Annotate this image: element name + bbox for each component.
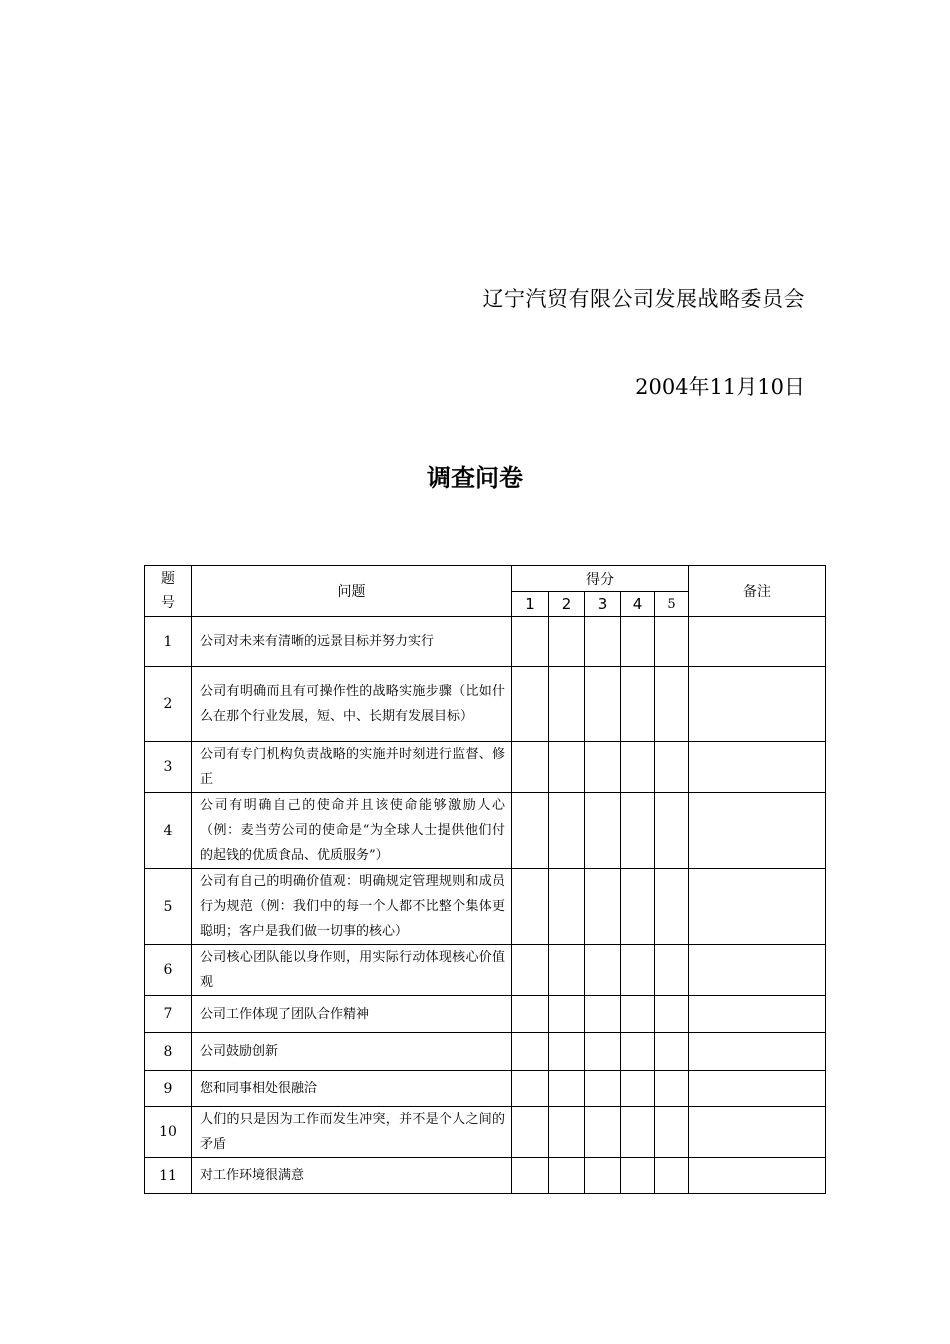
- score-cell-5[interactable]: [655, 793, 689, 869]
- score-cell-1[interactable]: [512, 1158, 549, 1194]
- score-cell-4[interactable]: [621, 1158, 655, 1194]
- remarks-cell[interactable]: [689, 793, 826, 869]
- score-cell-2[interactable]: [549, 793, 585, 869]
- score-cell-5[interactable]: [655, 1107, 689, 1158]
- table-row: [145, 667, 826, 742]
- remarks-cell[interactable]: [689, 1107, 826, 1158]
- score-cell-4[interactable]: [621, 1107, 655, 1158]
- score-cell-1[interactable]: [512, 945, 549, 996]
- header-remarks: 备注: [689, 566, 826, 617]
- row-number: 2: [145, 667, 192, 742]
- table-row: [145, 1071, 826, 1107]
- score-cell-3[interactable]: [585, 945, 621, 996]
- header-number-line2: 号: [161, 595, 175, 611]
- question-text: 公司有专门机构负责战略的实施并时刻进行监督、修正: [192, 742, 512, 793]
- question-text: 对工作环境很满意: [192, 1158, 512, 1194]
- question-text: 公司核心团队能以身作则，用实际行动体现核心价值观: [192, 945, 512, 996]
- score-cell-2[interactable]: [549, 617, 585, 667]
- score-cell-2[interactable]: [549, 1033, 585, 1071]
- question-text: 公司有自己的明确价值观：明确规定管理规则和成员行为规范（例：我们中的每一个人都不比整个集体更聪明；客户是我们做一切事的核心）: [192, 869, 512, 945]
- row-number: 9: [145, 1071, 192, 1107]
- question-text: 公司鼓励创新: [192, 1033, 512, 1071]
- score-cell-3[interactable]: [585, 667, 621, 742]
- table-row: [145, 996, 826, 1033]
- score-cell-4[interactable]: [621, 996, 655, 1033]
- remarks-cell[interactable]: [689, 1158, 826, 1194]
- score-cell-1[interactable]: [512, 617, 549, 667]
- score-cell-1[interactable]: [512, 742, 549, 793]
- score-level-3: 3: [585, 592, 621, 617]
- score-cell-4[interactable]: [621, 1071, 655, 1107]
- score-cell-2[interactable]: [549, 996, 585, 1033]
- score-cell-3[interactable]: [585, 996, 621, 1033]
- row-number: 4: [145, 793, 192, 869]
- score-cell-1[interactable]: [512, 869, 549, 945]
- score-cell-2[interactable]: [549, 1071, 585, 1107]
- table-row: [145, 742, 826, 793]
- score-cell-5[interactable]: [655, 945, 689, 996]
- score-cell-3[interactable]: [585, 793, 621, 869]
- remarks-cell[interactable]: [689, 617, 826, 667]
- score-cell-4[interactable]: [621, 869, 655, 945]
- score-level-1: 1: [512, 592, 549, 617]
- score-level-2: 2: [549, 592, 585, 617]
- remarks-cell[interactable]: [689, 869, 826, 945]
- score-cell-5[interactable]: [655, 1033, 689, 1071]
- score-cell-1[interactable]: [512, 793, 549, 869]
- score-cell-2[interactable]: [549, 1158, 585, 1194]
- score-cell-2[interactable]: [549, 742, 585, 793]
- score-cell-4[interactable]: [621, 945, 655, 996]
- row-number: 11: [145, 1158, 192, 1194]
- header-score: 得分: [512, 566, 689, 592]
- table-row: [145, 1033, 826, 1071]
- score-cell-3[interactable]: [585, 1107, 621, 1158]
- score-cell-4[interactable]: [621, 667, 655, 742]
- header-question: 问题: [192, 566, 512, 617]
- score-level-4: 4: [621, 592, 655, 617]
- score-cell-4[interactable]: [621, 617, 655, 667]
- score-cell-4[interactable]: [621, 793, 655, 869]
- score-cell-2[interactable]: [549, 1107, 585, 1158]
- remarks-cell[interactable]: [689, 1071, 826, 1107]
- score-cell-3[interactable]: [585, 1033, 621, 1071]
- question-text: 您和同事相处很融洽: [192, 1071, 512, 1107]
- score-cell-1[interactable]: [512, 1071, 549, 1107]
- row-number: 5: [145, 869, 192, 945]
- table-row: [145, 869, 826, 945]
- score-cell-1[interactable]: [512, 1107, 549, 1158]
- row-number: 3: [145, 742, 192, 793]
- document-date: 2004年11月10日: [635, 375, 805, 399]
- score-cell-1[interactable]: [512, 1033, 549, 1071]
- score-cell-4[interactable]: [621, 742, 655, 793]
- score-cell-2[interactable]: [549, 945, 585, 996]
- score-cell-5[interactable]: [655, 617, 689, 667]
- row-number: 8: [145, 1033, 192, 1071]
- score-level-5: 5: [655, 592, 689, 617]
- remarks-cell[interactable]: [689, 996, 826, 1033]
- table-row: [145, 617, 826, 667]
- table-row: [145, 1107, 826, 1158]
- table-row: [145, 793, 826, 869]
- row-number: 10: [145, 1107, 192, 1158]
- remarks-cell[interactable]: [689, 1033, 826, 1071]
- remarks-cell[interactable]: [689, 742, 826, 793]
- score-cell-3[interactable]: [585, 1071, 621, 1107]
- organization-name: 辽宁汽贸有限公司发展战略委员会: [482, 287, 805, 311]
- score-cell-3[interactable]: [585, 1158, 621, 1194]
- score-cell-1[interactable]: [512, 667, 549, 742]
- remarks-cell[interactable]: [689, 945, 826, 996]
- row-number: 6: [145, 945, 192, 996]
- question-text: 人们的只是因为工作而发生冲突，并不是个人之间的矛盾: [192, 1107, 512, 1158]
- question-text: 公司工作体现了团队合作精神: [192, 996, 512, 1033]
- table-row: [145, 945, 826, 996]
- remarks-cell[interactable]: [689, 667, 826, 742]
- row-number: 7: [145, 996, 192, 1033]
- score-cell-1[interactable]: [512, 996, 549, 1033]
- score-cell-3[interactable]: [585, 617, 621, 667]
- survey-table: [144, 565, 826, 1194]
- score-cell-5[interactable]: [655, 869, 689, 945]
- question-text: 公司有明确自己的使命并且该使命能够激励人心（例：麦当劳公司的使命是“为全球人士提供他们付的起钱的优质食品、优质服务”）: [192, 793, 512, 869]
- score-cell-3[interactable]: [585, 742, 621, 793]
- question-text: 公司有明确而且有可操作性的战略实施步骤（比如什么在那个行业发展，短、中、长期有发展目标）: [192, 667, 512, 742]
- score-cell-5[interactable]: [655, 667, 689, 742]
- header-number-line1: 题: [161, 571, 175, 587]
- page-title: 调查问卷: [427, 464, 523, 492]
- score-cell-5[interactable]: [655, 742, 689, 793]
- question-text: 公司对未来有清晰的远景目标并努力实行: [192, 617, 512, 667]
- table-row: [145, 1158, 826, 1194]
- score-cell-2[interactable]: [549, 667, 585, 742]
- score-cell-4[interactable]: [621, 1033, 655, 1071]
- score-cell-5[interactable]: [655, 996, 689, 1033]
- score-cell-3[interactable]: [585, 869, 621, 945]
- score-cell-5[interactable]: [655, 1071, 689, 1107]
- row-number: 1: [145, 617, 192, 667]
- score-cell-5[interactable]: [655, 1158, 689, 1194]
- score-cell-2[interactable]: [549, 869, 585, 945]
- header-question-number: [145, 566, 192, 617]
